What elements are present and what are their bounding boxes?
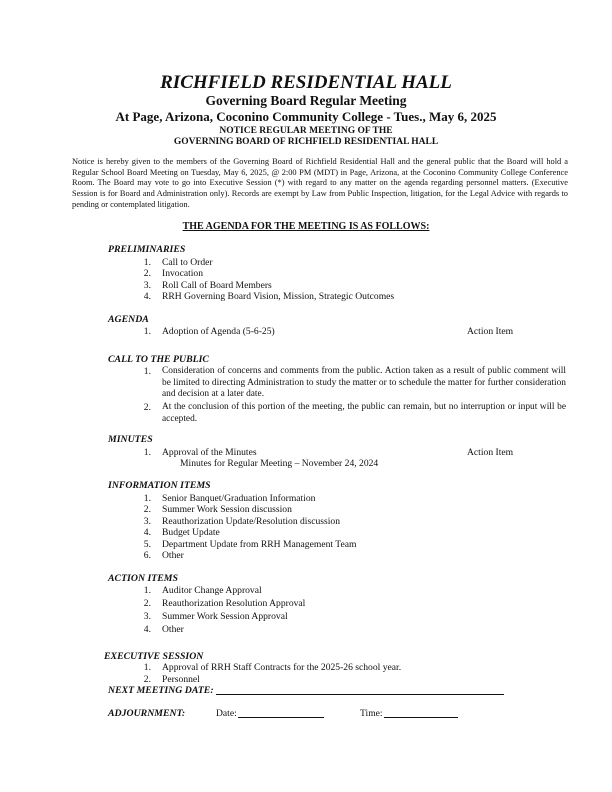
notice-paragraph: Notice is hereby given to the members of the Governing Board of Richfield Residential Hall and the general public that the Board will hold a Regular School Board Meeting on Tuesday, May 6, 2025, @ 2:00 PM (MDT) in Page, Arizona, at the Coconino Community College Conference Room. The Board may vote to go into Executive Session (*) with regard to any matter on the agenda regarding personnel matters. (Executive Session is for Board and Administration only). Records are exempt by Law from Public Inspection, litigation, for the Legal Advice with regards to pending or contemplated litigation. <box>72 157 568 209</box>
list-item: Call to Order <box>162 257 213 268</box>
list-item-number: 4. <box>143 624 151 635</box>
next-meeting-date-line[interactable] <box>216 694 504 695</box>
section-heading-agenda: AGENDA <box>108 314 149 325</box>
minutes-detail: Minutes for Regular Meeting – November 24, 2024 <box>180 458 379 469</box>
list-item-number: 4. <box>143 527 151 538</box>
list-item-number: 3. <box>143 611 151 622</box>
list-item-number: 2. <box>143 674 151 685</box>
list-item-number: 4. <box>143 291 151 302</box>
list-item-number: 1. <box>143 257 151 268</box>
list-item: Other <box>162 624 184 635</box>
list-item: Adoption of Agenda (5-6-25) <box>162 326 275 337</box>
list-item: RRH Governing Board Vision, Mission, Strategic Outcomes <box>162 291 395 302</box>
list-item: Consideration of concerns and comments from the public. Action taken as a result of public comment will be limited to directing Administration to study the matter or to schedule the matter for further consideration and decision at a later date. <box>162 366 566 399</box>
list-item: Other <box>162 550 184 561</box>
page-title: RICHFIELD RESIDENTIAL HALL <box>160 72 452 93</box>
next-meeting-label: NEXT MEETING DATE: <box>108 685 214 696</box>
list-item-number: 2. <box>143 268 151 279</box>
list-item-number: 1. <box>143 366 151 377</box>
list-item: Senior Banquet/Graduation Information <box>162 493 316 504</box>
list-item-number: 2. <box>143 504 151 515</box>
list-item-number: 1. <box>143 447 151 458</box>
action-item-label: Action Item <box>467 326 514 337</box>
list-item: Personnel <box>162 674 200 685</box>
list-item: At the conclusion of this portion of the meeting, the public can remain, but no interruption or input will be accepted. <box>162 402 566 424</box>
agenda-heading: THE AGENDA FOR THE MEETING IS AS FOLLOWS: <box>182 221 430 232</box>
list-item-number: 1. <box>143 585 151 596</box>
list-item: Reauthorization Update/Resolution discussion <box>162 516 340 527</box>
list-item: Department Update from RRH Management Team <box>162 539 357 550</box>
section-heading-call-to-public: CALL TO THE PUBLIC <box>108 354 209 365</box>
notice-heading-line1: NOTICE REGULAR MEETING OF THE <box>219 126 393 136</box>
meeting-subtitle: Governing Board Regular Meeting <box>205 93 407 108</box>
list-item: Invocation <box>162 268 204 279</box>
list-item-number: 6. <box>143 550 151 561</box>
list-item: Approval of RRH Staff Contracts for the 2025-26 school year. <box>162 662 402 673</box>
section-heading-preliminaries: PRELIMINARIES <box>108 244 186 255</box>
section-heading-minutes: MINUTES <box>108 434 153 445</box>
section-heading-executive-session: EXECUTIVE SESSION <box>104 651 204 662</box>
list-item-number: 2. <box>143 402 151 413</box>
list-item-number: 3. <box>143 280 151 291</box>
list-item-number: 1. <box>143 493 151 504</box>
list-item-number: 1. <box>143 662 151 673</box>
list-item: Auditor Change Approval <box>162 585 262 596</box>
list-item: Approval of the Minutes <box>162 447 257 458</box>
section-heading-action-items: ACTION ITEMS <box>108 573 178 584</box>
adjournment-date-line[interactable] <box>238 717 324 718</box>
notice-heading-line2: GOVERNING BOARD OF RICHFIELD RESIDENTIAL HALL <box>173 137 439 147</box>
list-item: Summer Work Session Approval <box>162 611 288 622</box>
section-heading-information-items: INFORMATION ITEMS <box>108 480 211 491</box>
list-item-number: 2. <box>143 598 151 609</box>
time-label: Time: <box>360 708 383 719</box>
list-item: Budget Update <box>162 527 220 538</box>
date-label: Date: <box>216 708 237 719</box>
action-item-label: Action Item <box>467 447 514 458</box>
adjournment-label: ADJOURNMENT: <box>108 708 186 719</box>
list-item-number: 5. <box>143 539 151 550</box>
list-item: Roll Call of Board Members <box>162 280 272 291</box>
meeting-location: At Page, Arizona, Coconino Community College - Tues., May 6, 2025 <box>115 109 497 124</box>
list-item-number: 3. <box>143 516 151 527</box>
list-item: Reauthorization Resolution Approval <box>162 598 306 609</box>
list-item: Summer Work Session discussion <box>162 504 292 515</box>
adjournment-time-line[interactable] <box>384 717 458 718</box>
list-item-number: 1. <box>143 326 151 337</box>
